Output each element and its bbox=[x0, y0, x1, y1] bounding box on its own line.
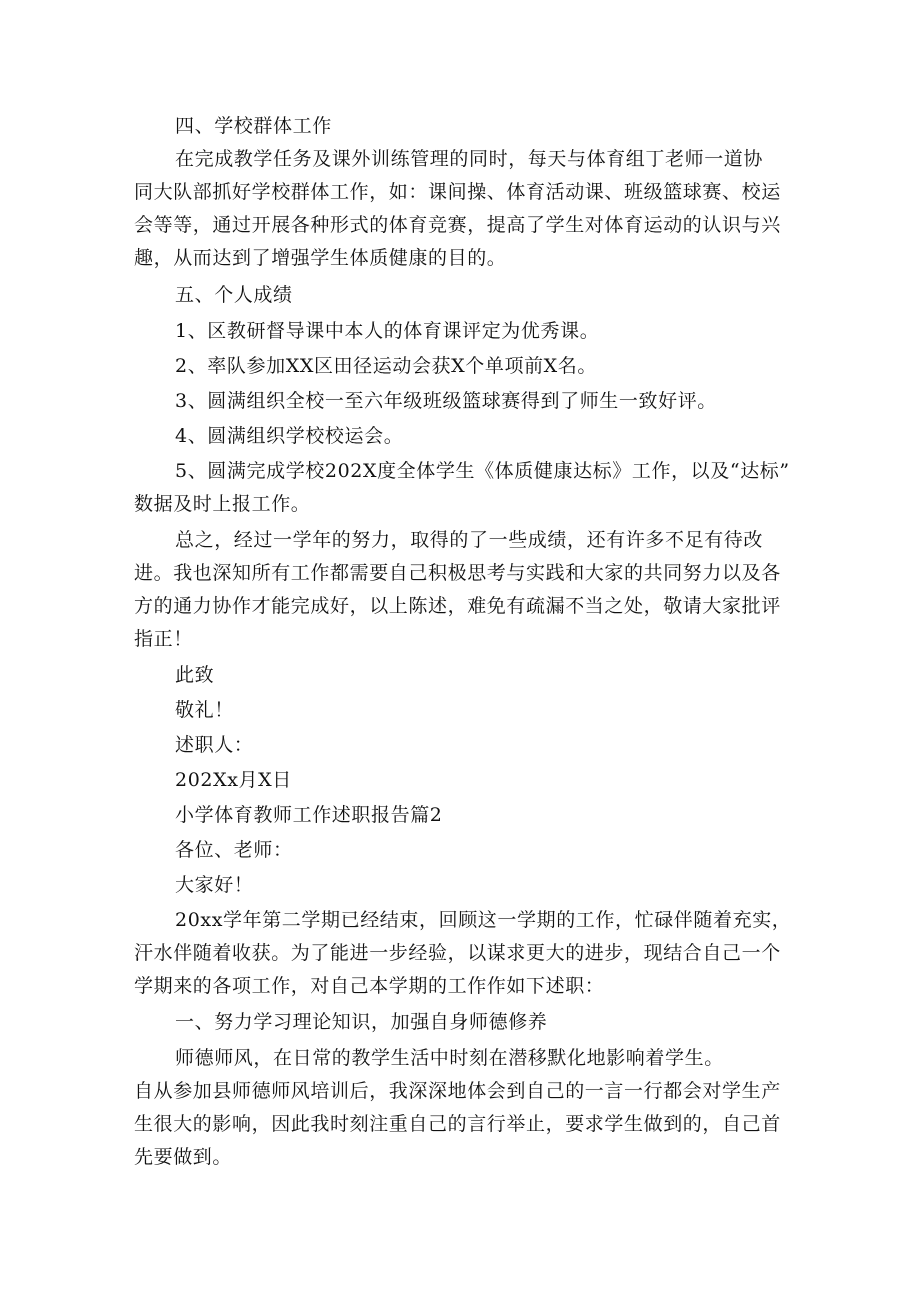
list-item: 5、圆满完成学校202X度全体学生《体质健康达标》工作，以及“达标” bbox=[175, 460, 790, 482]
signature-label: 述职人： bbox=[175, 734, 254, 756]
section-heading-1: 一、努力学习理论知识，加强自身师德修养 bbox=[175, 1011, 548, 1033]
paragraph-line: 师德师风，在日常的教学生活中时刻在潜移默化地影响着学生。 bbox=[175, 1047, 724, 1069]
paragraph-line: 方的通力协作才能完成好，以上陈述，难免有疏漏不当之处，敬请大家批评 bbox=[134, 595, 781, 617]
section-heading-5: 五、个人成绩 bbox=[175, 284, 293, 306]
paragraph-line: 进。我也深知所有工作都需要自己积极思考与实践和大家的共同努力以及各 bbox=[134, 562, 781, 584]
closing-salutation: 此致 bbox=[175, 664, 215, 686]
greeting: 各位、老师： bbox=[175, 839, 293, 861]
report-title: 小学体育教师工作述职报告篇2 bbox=[175, 804, 443, 826]
paragraph-line: 指正！ bbox=[134, 628, 193, 650]
paragraph-line: 趣，从而达到了增强学生体质健康的目的。 bbox=[134, 247, 507, 269]
paragraph-line: 会等等，通过开展各种形式的体育竞赛，提高了学生对体育运动的认识与兴 bbox=[134, 214, 781, 236]
closing-salutation: 敬礼！ bbox=[175, 699, 234, 721]
paragraph-line: 汗水伴随着收获。为了能进一步经验，以谋求更大的进步，现结合自己一个 bbox=[134, 942, 781, 964]
greeting: 大家好！ bbox=[175, 874, 254, 896]
paragraph-line: 自从参加县师德师风培训后，我深深地体会到自己的一言一行都会对学生产 bbox=[134, 1080, 781, 1102]
section-heading-4: 四、学校群体工作 bbox=[175, 115, 332, 137]
list-item: 1、区教研督导课中本人的体育课评定为优秀课。 bbox=[175, 320, 600, 342]
date-line: 202Xx月X日 bbox=[175, 769, 292, 791]
paragraph-line: 数据及时上报工作。 bbox=[134, 493, 311, 515]
paragraph-line: 在完成教学任务及课外训练管理的同时，每天与体育组丁老师一道协 bbox=[175, 148, 764, 170]
paragraph-line: 先要做到。 bbox=[134, 1146, 233, 1168]
list-item: 3、圆满组织全校一至六年级班级篮球赛得到了师生一致好评。 bbox=[175, 390, 717, 412]
paragraph-line: 同大队部抓好学校群体工作，如：课间操、体育活动课、班级篮球赛、校运 bbox=[134, 181, 781, 203]
list-item: 4、圆满组织学校校运会。 bbox=[175, 425, 404, 447]
paragraph-line: 生很大的影响，因此我时刻注重自己的言行举止，要求学生做到的，自己首 bbox=[134, 1113, 781, 1135]
paragraph-line: 总之，经过一学年的努力，取得的了一些成绩，还有许多不足有待改 bbox=[175, 529, 764, 551]
paragraph-line: 学期来的各项工作，对自己本学期的工作作如下述职： bbox=[134, 975, 605, 997]
paragraph-line: 20xx学年第二学期已经结束，回顾这一学期的工作，忙碌伴随着充实， bbox=[175, 909, 792, 931]
list-item: 2、率队参加XX区田径运动会获X个单项前X名。 bbox=[175, 355, 597, 377]
